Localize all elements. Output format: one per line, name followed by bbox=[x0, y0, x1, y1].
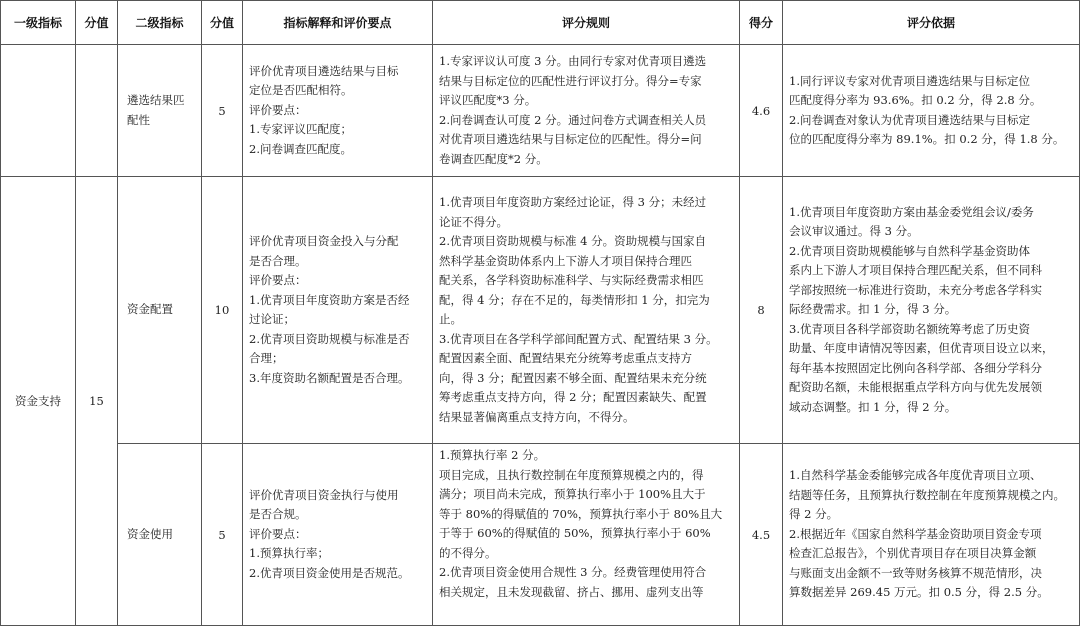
explain-cell: 评价优青项目资金投入与分配 是否合理。 评价要点： 1.优青项目年度资助方案是否经 过论证； 2.优青项目资助规模与标准是否 合理； 3.年度资助名额配置是否合理。 bbox=[243, 177, 433, 444]
header-rules: 评分规则 bbox=[433, 1, 740, 45]
explain-cell: 评价优青项目资金执行与使用 是否合规。 评价要点： 1.预算执行率； 2.优青项目资金使用是否规范。 bbox=[243, 444, 433, 626]
basis-cell: 1.优青项目年度资助方案由基金委党组会议/委务 会议审议通过。得 3 分。 2.优青项目资助规模能够与自然科学基金资助体 系内上下游人才项目保持合理匹配关系，但不同科 学部按照统一标准进行资助，未充分考虑各学科实 际经费需求。扣 1 分，得 3 分。 3.优青项目各科学部资助名额统筹考虑了历史资 助量、年度申请情况等因素，但优青项目设立以来， 每年基本按照固定比例向各科学部、各细分学科分 配资助名额，未能根据重点学科方向与优先发展领 域动态调整。扣 1 分，得 2 分。 bbox=[783, 177, 1080, 444]
got-score: 4.5 bbox=[740, 444, 783, 626]
header-row bbox=[1, 1, 1080, 45]
level1-score: 15 bbox=[76, 177, 118, 626]
explain-cell: 评价优青项目遴选结果与目标 定位是否匹配相符。 评价要点： 1.专家评议匹配度； 2.问卷调查匹配度。 bbox=[243, 45, 433, 177]
level1-cell-empty bbox=[1, 45, 76, 177]
level2-name-text: 资金配置 bbox=[127, 302, 173, 317]
level2-score: 10 bbox=[202, 177, 243, 444]
level2-name bbox=[118, 177, 202, 444]
rules-cell: 1.预算执行率 2 分。 项目完成，且执行数控制在年度预算规模之内的，得 满分；项目尚未完成，预算执行率小于 100%且大于 等于 80%的得赋值的 70%，预算执行率小于 80%且大 于等于 60%的得赋值的 50%，预算执行率小于 60% 的不得分。 2.优青项目资金使用合规性 3 分。经费管理使用符合 相关规定，且未发现截留、挤占、挪用、虚列支出等 bbox=[433, 444, 740, 626]
table-row bbox=[1, 444, 1080, 626]
rules-cell: 1.专家评议认可度 3 分。由同行专家对优青项目遴选 结果与目标定位的匹配性进行评议打分。得分=专家 评议匹配度*3 分。 2.问卷调查认可度 2 分。通过问卷方式调查相关人员 对优青项目遴选结果与目标定位的匹配性。得分=问 卷调查匹配度*2 分。 bbox=[433, 45, 740, 177]
rules-cell: 1.优青项目年度资助方案经过论证，得 3 分；未经过 论证不得分。 2.优青项目资助规模与标准 4 分。资助规模与国家自 然科学基金资助体系内上下游人才项目保持合理匹 配关系，各学科资助标准科学、与实际经费需求相匹 配，得 4 分；存在不足的，每类情形扣 1 分，扣完为 止。 3.优青项目在各学科学部间配置方式、配置结果 3 分。 配置因素全面、配置结果充分统筹考虑重点支持方 向，得 3 分；配置因素不够全面、配置结果未充分统 筹考虑重点支持方向，得 2 分；配置因素缺失、配置 结果显著偏离重点支持方向，不得分。 bbox=[433, 177, 740, 444]
header-explain: 指标解释和评价要点 bbox=[243, 1, 433, 45]
level2-score: 5 bbox=[202, 45, 243, 177]
basis-cell: 1.同行评议专家对优青项目遴选结果与目标定位 匹配度得分率为 93.6%。扣 0.2 分，得 2.8 分。 2.问卷调查对象认为优青项目遴选结果与目标定 位的匹配度得分率为 89.1%。扣 0.2 分，得 1.8 分。 bbox=[783, 45, 1080, 177]
level2-name-text: 遴选结果匹配性 bbox=[127, 93, 185, 127]
table-row bbox=[1, 177, 1080, 444]
level2-name bbox=[118, 444, 202, 626]
level1-name: 资金支持 bbox=[1, 177, 76, 626]
header-score2: 分值 bbox=[202, 1, 243, 45]
level2-name bbox=[118, 45, 202, 177]
level2-name-text: 资金使用 bbox=[127, 526, 173, 541]
got-score: 8 bbox=[740, 177, 783, 444]
table-row bbox=[1, 45, 1080, 177]
score1-cell-empty bbox=[76, 45, 118, 177]
header-basis: 评分依据 bbox=[783, 1, 1080, 45]
basis-cell: 1.自然科学基金委能够完成各年度优青项目立项、 结题等任务，且预算执行数控制在年度预算规模之内。 得 2 分。 2.根据近年《国家自然科学基金资助项目资金专项 检查汇总报告》，个别优青项目存在项目决算金额 与账面支出金额不一致等财务核算不规范情形，决 算数据差异 269.45 万元。扣 0.5 分，得 2.5 分。 bbox=[783, 444, 1080, 626]
header-got: 得分 bbox=[740, 1, 783, 45]
header-level1: 一级指标 bbox=[1, 1, 76, 45]
got-score: 4.6 bbox=[740, 45, 783, 177]
header-level2: 二级指标 bbox=[118, 1, 202, 45]
level2-score: 5 bbox=[202, 444, 243, 626]
header-score1: 分值 bbox=[76, 1, 118, 45]
